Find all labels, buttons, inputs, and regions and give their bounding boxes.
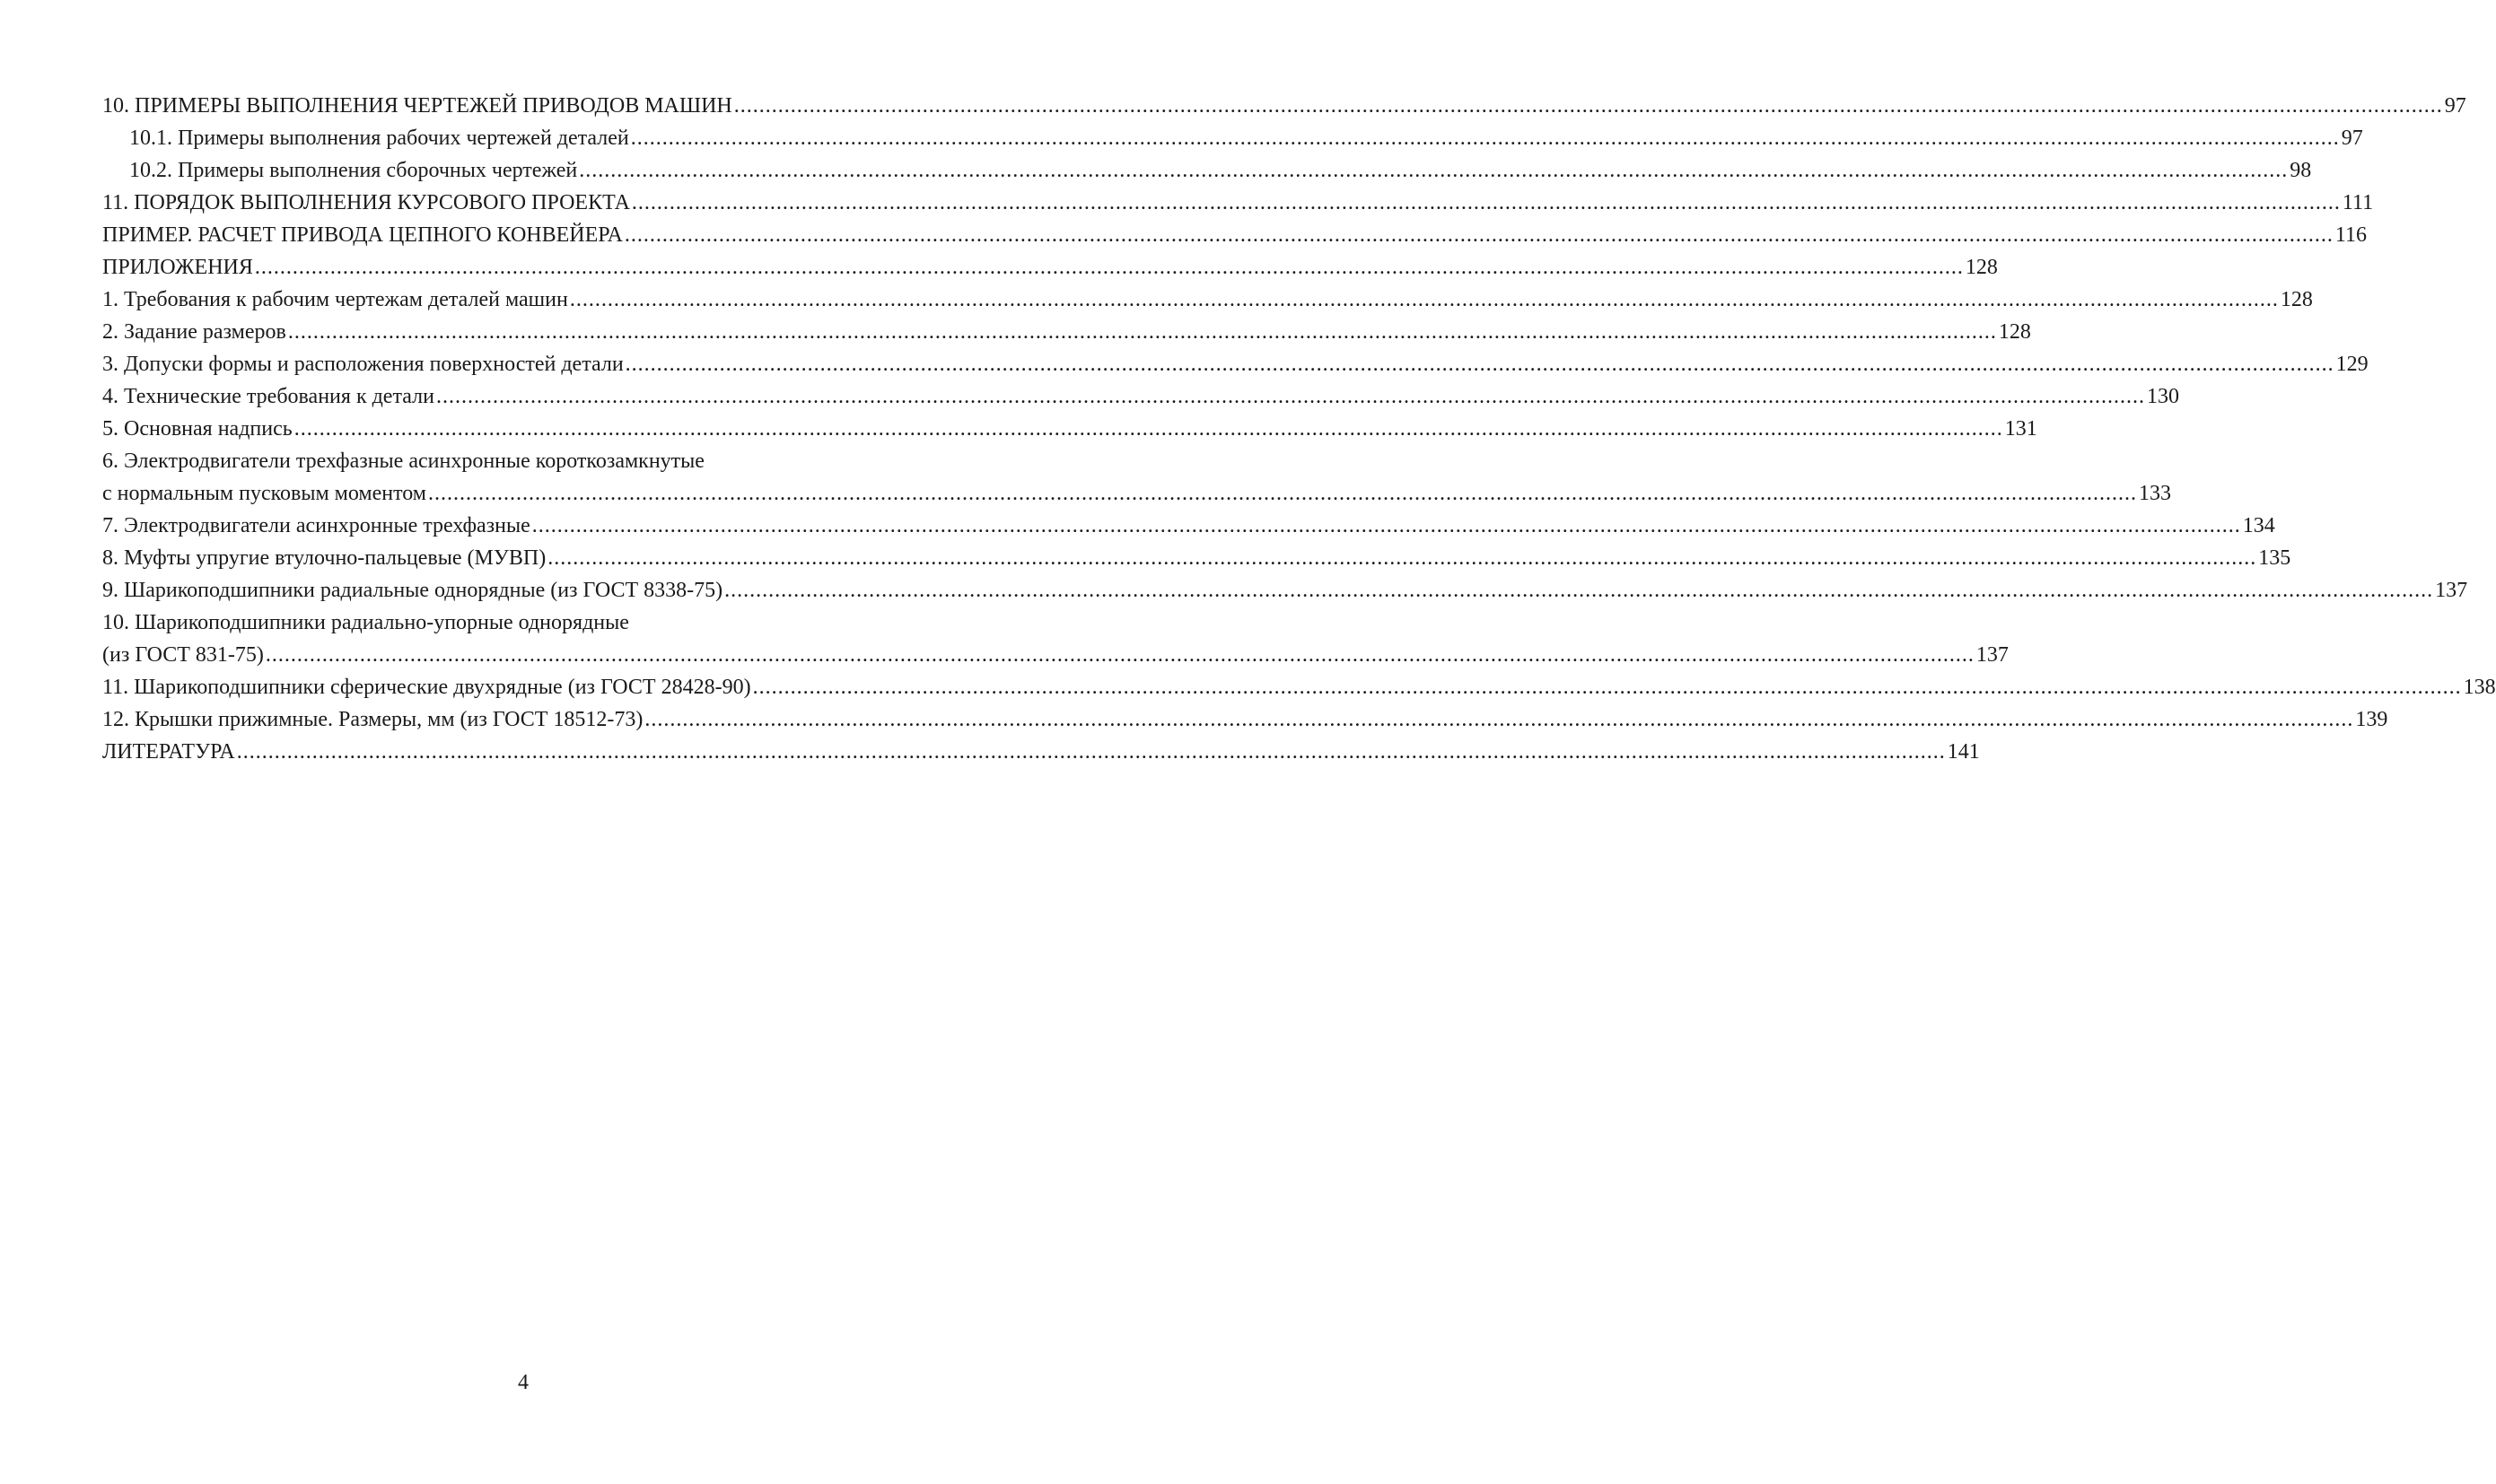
toc-entry-title: (из ГОСТ 831-75) [102, 643, 264, 667]
dot-leader [428, 477, 2137, 510]
toc-entry-page: 139 [2355, 708, 2388, 731]
toc-entry-title: ПРИЛОЖЕНИЯ [102, 256, 253, 279]
dot-leader [626, 348, 2334, 380]
dot-leader [631, 122, 2340, 154]
toc-entry-page: 130 [2146, 385, 2179, 408]
toc-entry-title-line1: 10. Шарикоподшипники радиально-упорные однорядные [102, 611, 629, 634]
toc-entry[interactable] [102, 348, 2369, 380]
toc-entry[interactable] [102, 316, 2031, 348]
toc-entry-title: 10. ПРИМЕРЫ ВЫПОЛНЕНИЯ ЧЕРТЕЖЕЙ ПРИВОДОВ МАШИН [102, 94, 732, 118]
toc-entry[interactable] [102, 413, 2037, 445]
dot-leader [294, 413, 2003, 445]
toc-entry[interactable] [102, 736, 1980, 768]
toc-entry-page: 141 [1947, 740, 1980, 764]
dot-leader [288, 316, 1997, 348]
toc-entry[interactable] [102, 284, 2313, 316]
dot-leader [734, 90, 2443, 122]
toc-entry-page: 129 [2335, 353, 2369, 376]
toc-entry[interactable] [102, 445, 2171, 510]
toc-entry[interactable] [102, 154, 2312, 187]
toc-entry[interactable] [102, 219, 2368, 251]
toc-entry-title: с нормальным пусковым моментом [102, 482, 426, 505]
toc-entry-page: 111 [2342, 191, 2374, 214]
dot-leader [237, 736, 1946, 768]
toc-entry-title: 1. Требования к рабочим чертежам деталей машин [102, 288, 568, 311]
dot-leader [570, 284, 2279, 316]
toc-entry-title: ЛИТЕРАТУРА [102, 740, 235, 764]
dot-leader [547, 542, 2256, 574]
toc-entry[interactable] [102, 90, 2466, 122]
toc-entry-title: 9. Шарикоподшипники радиальные однорядные (из ГОСТ 8338-75) [102, 579, 723, 602]
toc-entry-page: 128 [1998, 320, 2031, 344]
toc-entry-page: 128 [2280, 288, 2313, 311]
toc-entry-page: 116 [2334, 223, 2368, 247]
dot-leader [436, 380, 2145, 413]
toc-entry-title: 11. Шарикоподшипники сферические двухрядные (из ГОСТ 28428-90) [102, 676, 751, 699]
toc-entry[interactable] [102, 671, 2496, 703]
toc-entry-page: 97 [2444, 94, 2466, 118]
toc-entry[interactable] [102, 510, 2275, 542]
dot-leader [644, 703, 2353, 736]
toc-entry-title: ПРИМЕР. РАСЧЕТ ПРИВОДА ЦЕПНОГО КОНВЕЙЕРА [102, 223, 623, 247]
toc-entry-title: 12. Крышки прижимные. Размеры, мм (из ГОСТ 18512-73) [102, 708, 644, 731]
toc-entry[interactable] [102, 380, 2179, 413]
toc-entry[interactable] [102, 542, 2291, 574]
toc-entry-title: 11. ПОРЯДОК ВЫПОЛНЕНИЯ КУРСОВОГО ПРОЕКТА [102, 191, 630, 214]
toc-entry[interactable] [102, 703, 2388, 736]
toc-entry-page: 137 [2435, 579, 2468, 602]
toc-entry[interactable] [102, 122, 2363, 154]
toc-entry-title: 4. Технические требования к детали [102, 385, 434, 408]
table-of-contents [102, 90, 2496, 768]
dot-leader [579, 154, 2288, 187]
toc-entry-title-line1: 6. Электродвигатели трехфазные асинхронные короткозамкнутые [102, 450, 705, 473]
toc-entry-title: 3. Допуски формы и расположения поверхностей детали [102, 353, 624, 376]
toc-entry-page: 135 [2258, 546, 2291, 570]
dot-leader [724, 574, 2433, 607]
toc-entry-page: 133 [2139, 482, 2171, 505]
toc-entry-title: 2. Задание размеров [102, 320, 286, 344]
dot-leader [632, 187, 2341, 219]
toc-entry-title: 5. Основная надпись [102, 417, 293, 441]
toc-entry-title: 10.2. Примеры выполнения сборочных чертежей [129, 159, 578, 182]
dot-leader [753, 671, 2462, 703]
dot-leader [532, 510, 2241, 542]
toc-entry-page: 98 [2290, 159, 2312, 182]
toc-entry-page: 131 [2004, 417, 2037, 441]
toc-entry-page: 137 [1975, 643, 2009, 667]
toc-entry-page: 97 [2341, 127, 2363, 150]
toc-entry-page: 134 [2242, 514, 2275, 537]
dot-leader [625, 219, 2334, 251]
toc-entry[interactable] [102, 187, 2374, 219]
dot-leader [266, 639, 1975, 671]
toc-entry-title: 7. Электродвигатели асинхронные трехфазные [102, 514, 530, 537]
toc-entry-title: 10.1. Примеры выполнения рабочих чертежей деталей [129, 127, 629, 150]
toc-entry-title: 8. Муфты упругие втулочно-пальцевые (МУВП) [102, 546, 547, 570]
toc-entry[interactable] [102, 607, 2009, 671]
toc-entry-page: 138 [2463, 676, 2496, 699]
toc-entry[interactable] [102, 574, 2468, 607]
dot-leader [255, 251, 1964, 284]
page-number: 4 [518, 1371, 529, 1394]
toc-entry[interactable] [102, 251, 1998, 284]
toc-entry-page: 128 [1965, 256, 1998, 279]
